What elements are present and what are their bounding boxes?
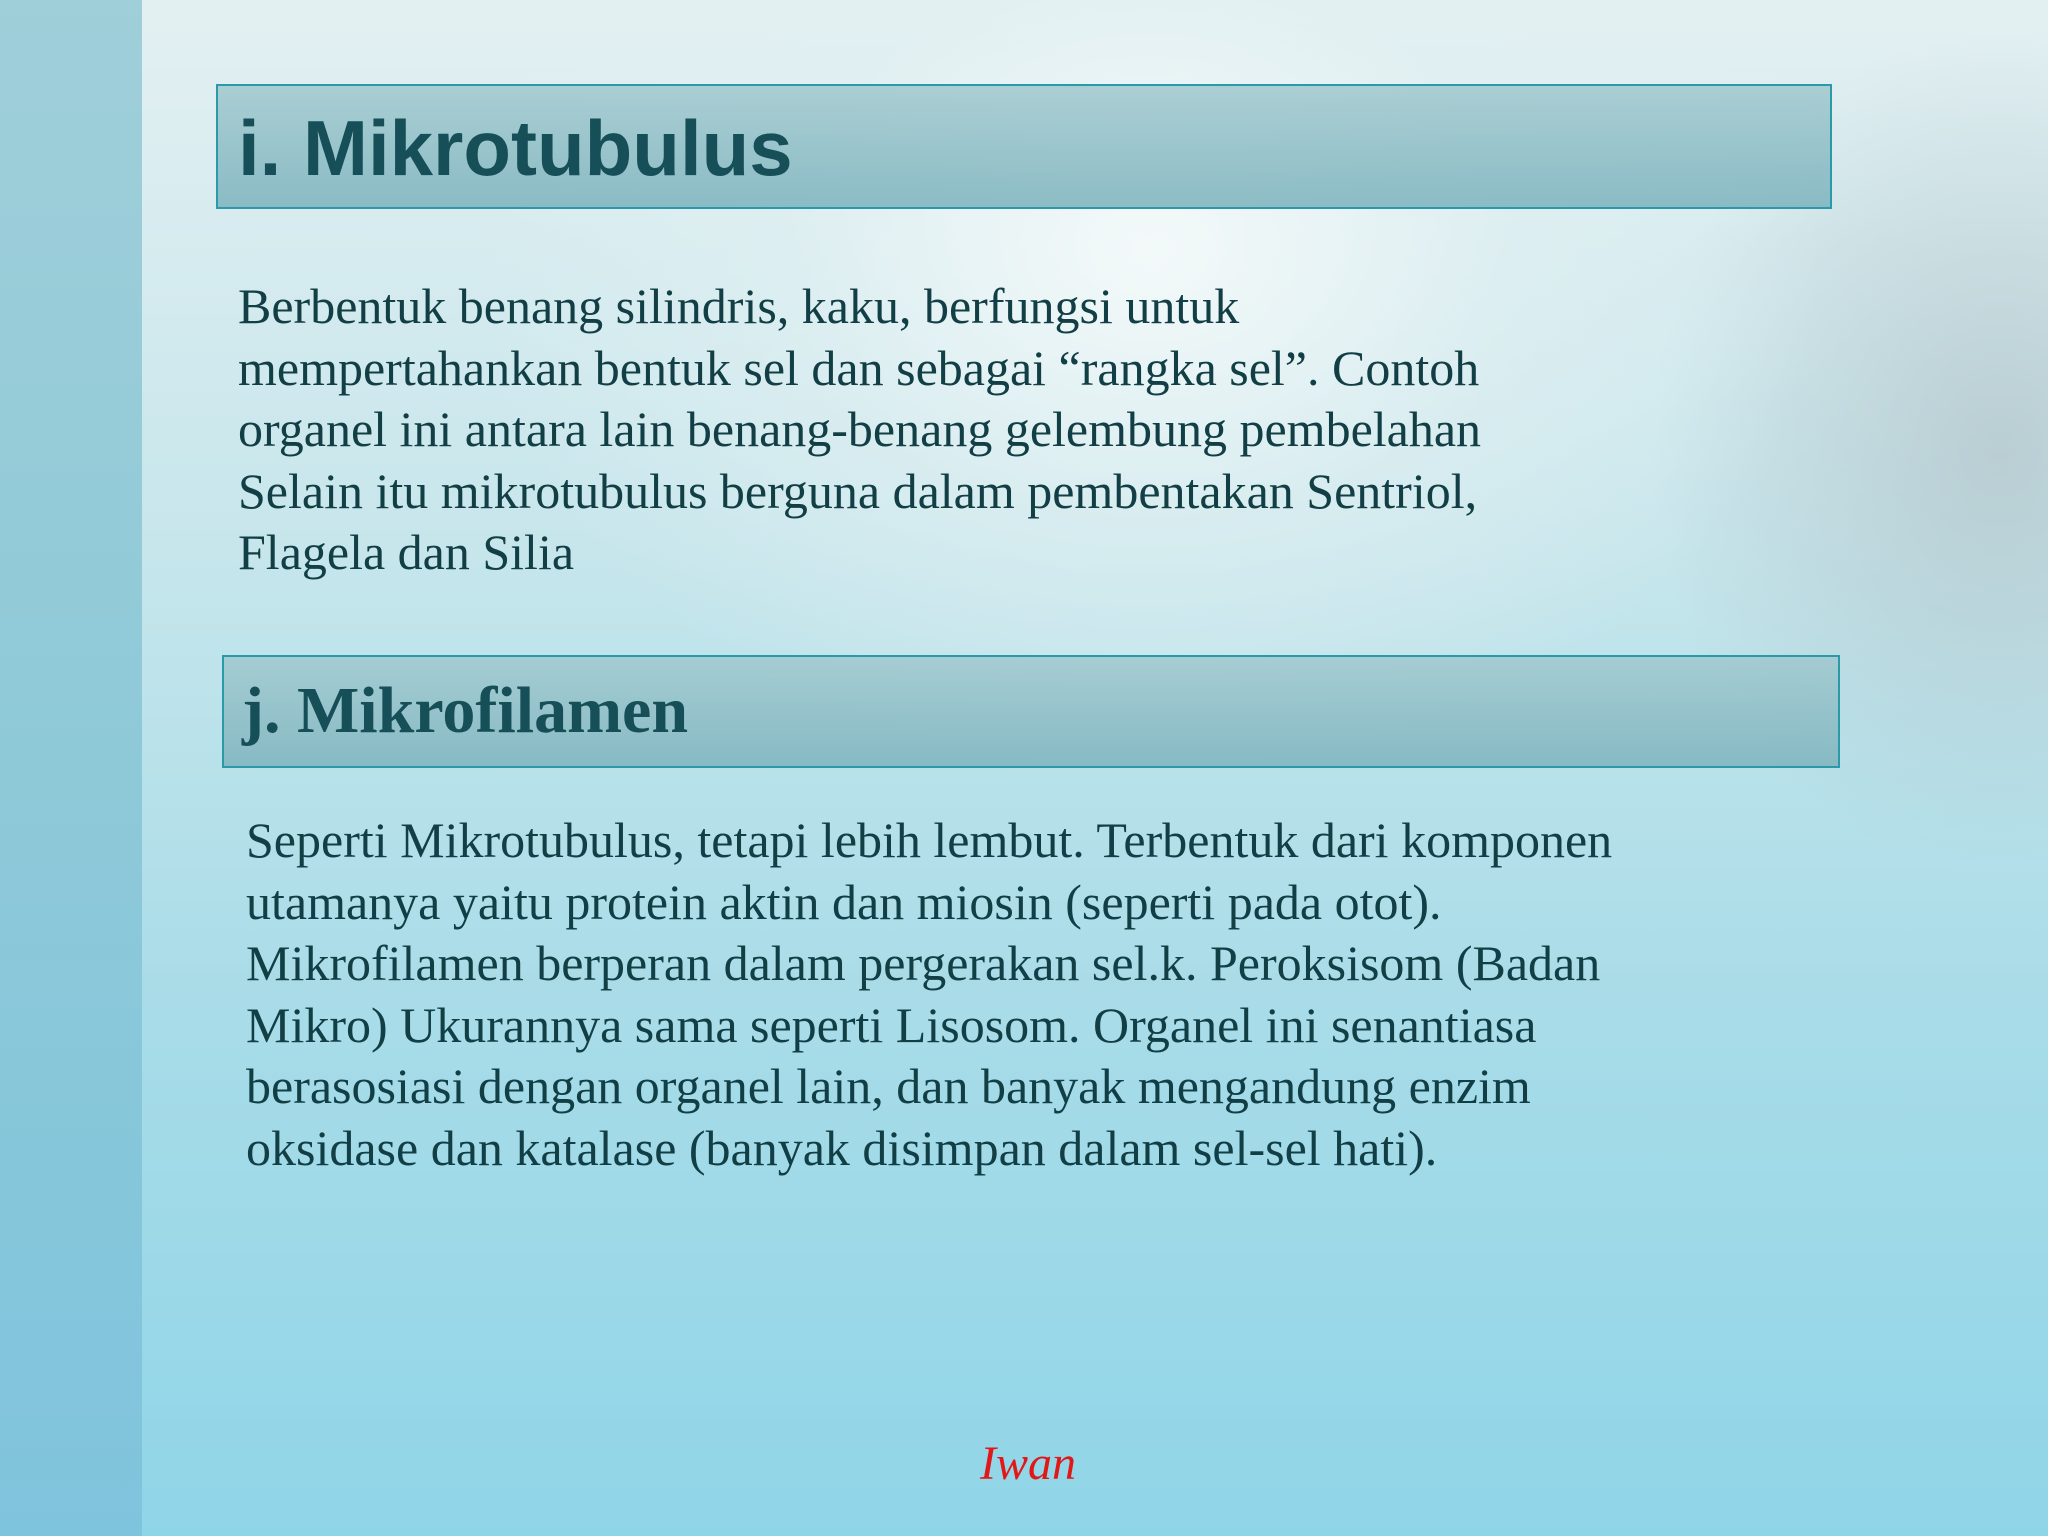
section-j-line: Mikrofilamen berperan dalam pergerakan sel.k. Peroksisom (Badan [246, 935, 1601, 991]
section-i-line: organel ini antara lain benang-benang gelembung pembelahan [238, 401, 1482, 457]
section-i-line: Selain itu mikrotubulus berguna dalam pembentakan Sentriol, [238, 462, 1478, 519]
section-j-line: oksidase dan katalase (banyak disimpan dalam sel-sel hati). [246, 1119, 1438, 1176]
section-j-line: Mikro) Ukurannya sama seperti Lisosom. Organel ini senantiasa [246, 996, 1537, 1053]
section-i-body [238, 276, 1481, 584]
section-i-line: Berbentuk benang silindris, kaku, berfungsi untuk [238, 278, 1240, 334]
left-decorative-band [0, 0, 142, 1536]
section-j-line: berasosiasi dengan organel lain, dan banyak mengandung enzim [246, 1058, 1531, 1114]
section-j-heading-box [222, 655, 1840, 768]
section-i-title: i. Mikrotubulus [238, 104, 793, 192]
footer-author: Iwan [980, 1437, 1076, 1490]
section-i-line: Flagela dan Silia [238, 524, 575, 580]
section-j-line: utamanya yaitu protein aktin dan miosin (seperti pada otot). [246, 873, 1442, 930]
section-i-line: mempertahankan bentuk sel dan sebagai “rangka sel”. Contoh [238, 339, 1480, 396]
section-j-line: Seperti Mikrotubulus, tetapi lebih lembut. Terbentuk dari komponen [246, 812, 1613, 868]
section-j-title: j. Mikrofilamen [242, 674, 689, 747]
section-j-body [246, 810, 1612, 1179]
section-i-heading-box [216, 84, 1832, 209]
